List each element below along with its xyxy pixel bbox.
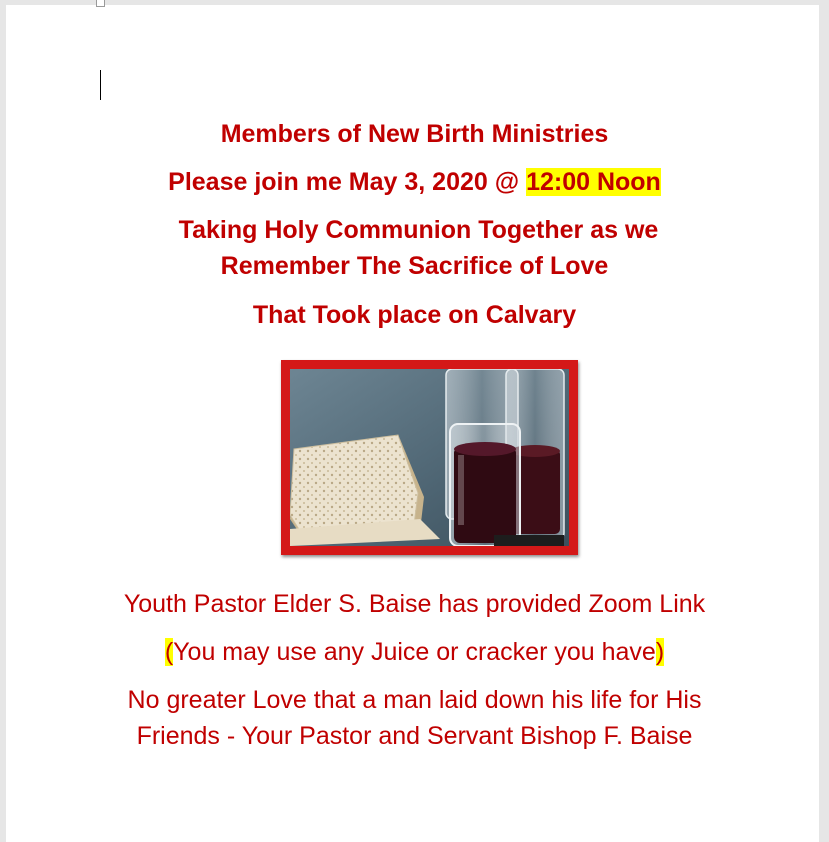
heading-remember: Remember The Sacrifice of Love [220, 252, 609, 280]
page-corner-marker [96, 0, 105, 7]
heading-invite [0, 167, 829, 197]
juice-cracker-text: You may use any Juice or cracker you have [173, 638, 656, 666]
heading-members: Members of New Birth Ministries [220, 120, 609, 148]
highlighted-time: 12:00 Noon [526, 168, 661, 196]
closing-line-2: Friends - Your Pastor and Servant Bishop F. Baise [136, 722, 693, 750]
text-cursor [100, 70, 101, 100]
heading-calvary: That Took place on Calvary [252, 301, 577, 329]
close-paren: ) [655, 638, 665, 666]
zoom-link-note: Youth Pastor Elder S. Baise has provided Zoom Link [123, 590, 706, 618]
closing-line-1: No greater Love that a man laid down his life for His [127, 686, 702, 714]
heading-communion: Taking Holy Communion Together as we [178, 216, 659, 244]
communion-photo-icon [290, 369, 569, 546]
open-paren: ( [164, 638, 174, 666]
juice-cracker-note [0, 637, 829, 667]
communion-photo-frame[interactable] [281, 360, 578, 555]
invite-date-text: Please join me May 3, 2020 @ [168, 168, 527, 196]
